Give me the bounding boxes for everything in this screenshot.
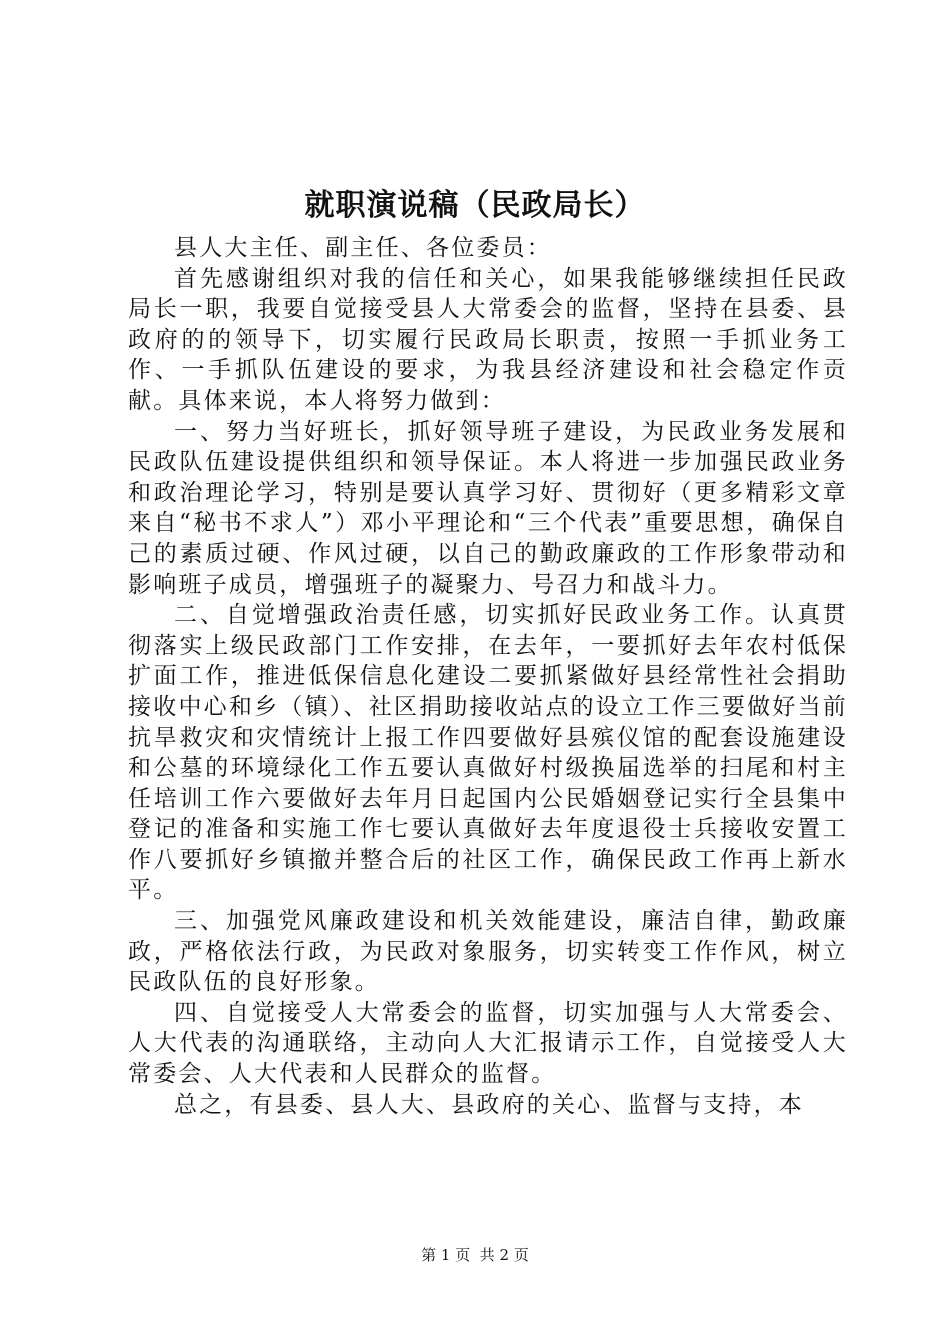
document-body	[128, 233, 848, 1120]
body-paragraph: 总之，有县委、县人大、县政府的关心、监督与支持，本	[174, 1091, 804, 1118]
document-title: 就职演说稿（民政局长）	[304, 188, 646, 223]
salutation-paragraph: 县人大主任、副主任、各位委员：	[174, 235, 552, 261]
body-paragraph: 一、努力当好班长，抓好领导班子建设，为民政业务发展和民政队伍建设提供组织和领导保证。本人将进一步加强民政业务和政治理论学习，特别是要认真学习好、贯彻好（更多精彩文章来自“秘书不求人”）邓小平理论和“三个代表”重要思想，确保自己的素质过硬、作风过硬，以自己的勤政廉政的工作形象带动和影响班子成员，增强班子的凝聚力、号召力和战斗力。	[128, 418, 848, 598]
page-footer	[0, 1245, 950, 1265]
body-paragraph: 二、自觉增强政治责任感，切实抓好民政业务工作。认真贯彻落实上级民政部门工作安排，在去年，一要抓好去年农村低保扩面工作，推进低保信息化建设二要抓紧做好县经常性社会捐助接收中心和乡（镇）、社区捐助接收站点的设立工作三要做好当前抗旱救灾和灾情统计上报工作四要做好县殡仪馆的配套设施建设和公墓的环境绿化工作五要认真做好村级换届选举的扫尾和村主任培训工作六要做好去年月日起国内公民婚姻登记实行全县集中登记的准备和实施工作七要认真做好去年度退役士兵接收安置工作八要抓好乡镇撤并整合后的社区工作，确保民政工作再上新水平。	[128, 602, 848, 904]
body-paragraph: 四、自觉接受人大常委会的监督，切实加强与人大常委会、人大代表的沟通联络，主动向人大汇报请示工作，自觉接受人大常委会、人大代表和人民群众的监督。	[128, 999, 848, 1088]
page-number: 第 1 页	[421, 1246, 471, 1264]
body-paragraph: 三、加强党风廉政建设和机关效能建设，廉洁自律，勤政廉政，严格依法行政，为民政对象服务，切实转变工作作风，树立民政队伍的良好形象。	[128, 908, 848, 996]
body-paragraph: 首先感谢组织对我的信任和关心，如果我能够继续担任民政局长一职，我要自觉接受县人大常委会的监督，坚持在县委、县政府的的领导下，切实履行民政局长职责，按照一手抓业务工作、一手抓队伍建设的要求，为我县经济建设和社会稳定作贡献。具体来说，本人将努力做到：	[128, 265, 848, 414]
page-total: 共 2 页	[479, 1246, 529, 1264]
